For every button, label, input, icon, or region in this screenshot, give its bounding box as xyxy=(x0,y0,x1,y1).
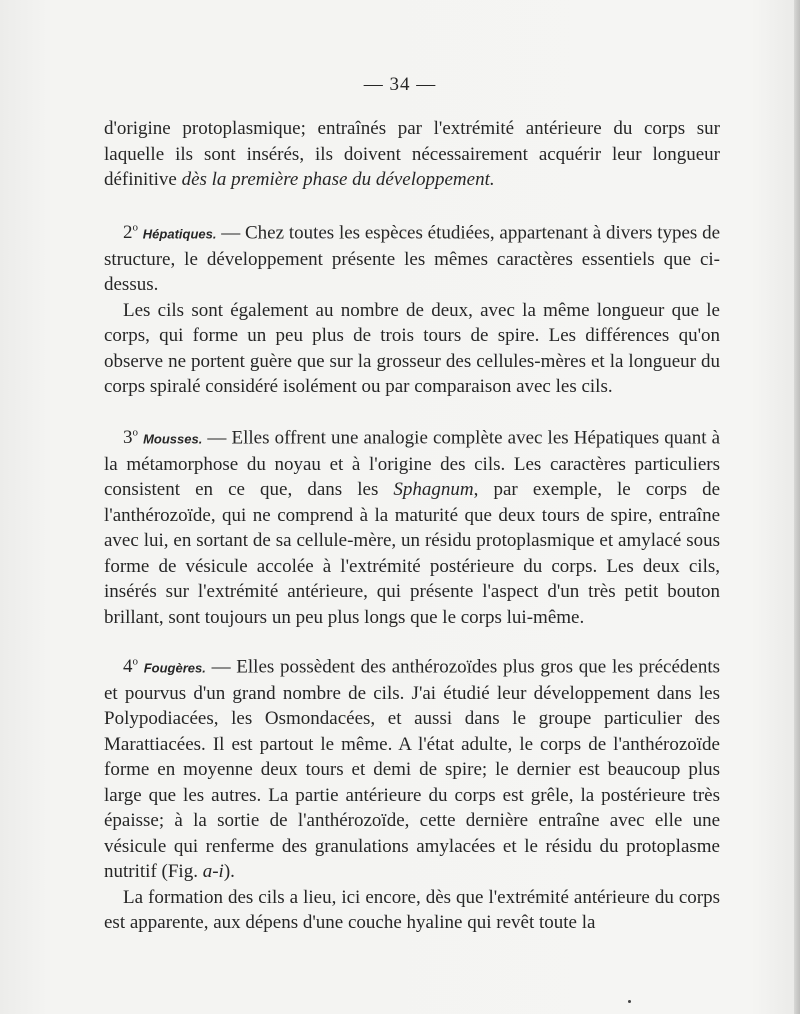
section-2-paragraph-1 xyxy=(104,216,720,298)
section-3-emphasis: Sphagnum xyxy=(393,479,474,501)
section-4-heading: Fougères. xyxy=(143,660,206,676)
print-speck xyxy=(628,1000,631,1003)
paragraph-1-emphasis: dès la première phase du développement. xyxy=(181,169,495,190)
section-4-paragraph-2: La formation des cils a lieu, ici encore, dès que l'extrémité antérieure du corps est apparente, aux dépens d'une couche hyaline qui revêt toute la xyxy=(104,886,720,934)
page-number: — 34 — xyxy=(363,74,437,95)
section-2-number xyxy=(123,222,138,243)
paragraph-1-text: d'origine protoplasmique; entraînés par l'extrémité antérieure du corps sur laquelle ils sont insérés, ils doivent nécessairement acquérir leur longueur définitive xyxy=(104,118,720,190)
section-3-number xyxy=(123,427,138,448)
paragraph-1 xyxy=(104,116,720,193)
section-3-heading: Mousses. xyxy=(143,431,203,447)
section-3-text-b: , par exemple, le corps de l'anthérozoïde, qui ne comprend à la maturité que deux tours de spire, entraîne avec lui, en sortant de sa cellule-mère, un résidu protoplasmique et amylacé sous forme de vésicule accolée à l'extrémité postérieure du corps. Les deux cils, insérés sur l'extrémité antérieure, qui présente l'aspect d'un très petit bouton brillant, sont toujours un peu plus longs que le corps lui-même. xyxy=(104,479,720,628)
section-4-fig-ref: a-i xyxy=(202,861,224,883)
section-3-paragraph xyxy=(104,421,720,630)
section-2-number-value: 2 xyxy=(123,222,133,244)
section-2-paragraph-2: Les cils sont également au nombre de deux, avec la même longueur que le corps, qui forme un peu plus de trois tours de spire. Les différences qu'on observe ne portent guère que sur la grosseur des cellules-mères et la longueur du corps spiralé considéré isolément ou par comparaison avec les cils. xyxy=(104,299,720,398)
section-4-number xyxy=(123,656,138,677)
section-4-number-value: 4 xyxy=(123,656,133,678)
section-4-paragraph-1 xyxy=(104,650,720,885)
section-4-text-a: — Elles possèdent des anthérozoïdes plus gros que les précédents et pourvus d'un grand nombre de cils. J'ai étudié leur développement dans les Polypodiacées, les Osmondacées, et aussi dans le groupe particulier des Marattiacées. Il est partout le même. A l'état adulte, le corps de l'anthérozoïde forme en moyenne deux tours et demi de spire; le dernier est beaucoup plus large que les autres. La partie antérieure du corps est grêle, la postérieure très épaisse; à la sortie de l'anthérozoïde, cette dernière entraîne avec elle une vésicule qui renferme des granulations amylacées et le résidu du protoplasme nutritif (Fig. xyxy=(104,656,721,883)
section-3-number-value: 3 xyxy=(123,427,133,449)
section-2-heading: Hépatiques. xyxy=(142,226,217,242)
section-2-ordinal: o xyxy=(132,222,138,234)
section-3-ordinal: o xyxy=(132,427,138,439)
paragraph-continuation xyxy=(104,116,720,193)
section-mousses xyxy=(104,421,720,630)
section-4-text-b: ). xyxy=(223,861,235,883)
section-hepatiques xyxy=(104,216,720,400)
section-2-text-1: — Chez toutes les espèces étudiées, appartenant à divers types de structure, le développement présente les mêmes caractères essentiels que ci-dessus. xyxy=(104,222,721,296)
section-fougeres xyxy=(104,650,720,936)
page-edge-shadow xyxy=(794,0,800,1014)
section-4-ordinal: o xyxy=(132,656,138,668)
section-3-text-a: — Elles offrent une analogie complète avec les Hépatiques quant à la métamorphose du noyau et à l'origine des cils. Les caractères particuliers consistent en ce que, dans les xyxy=(104,427,721,501)
